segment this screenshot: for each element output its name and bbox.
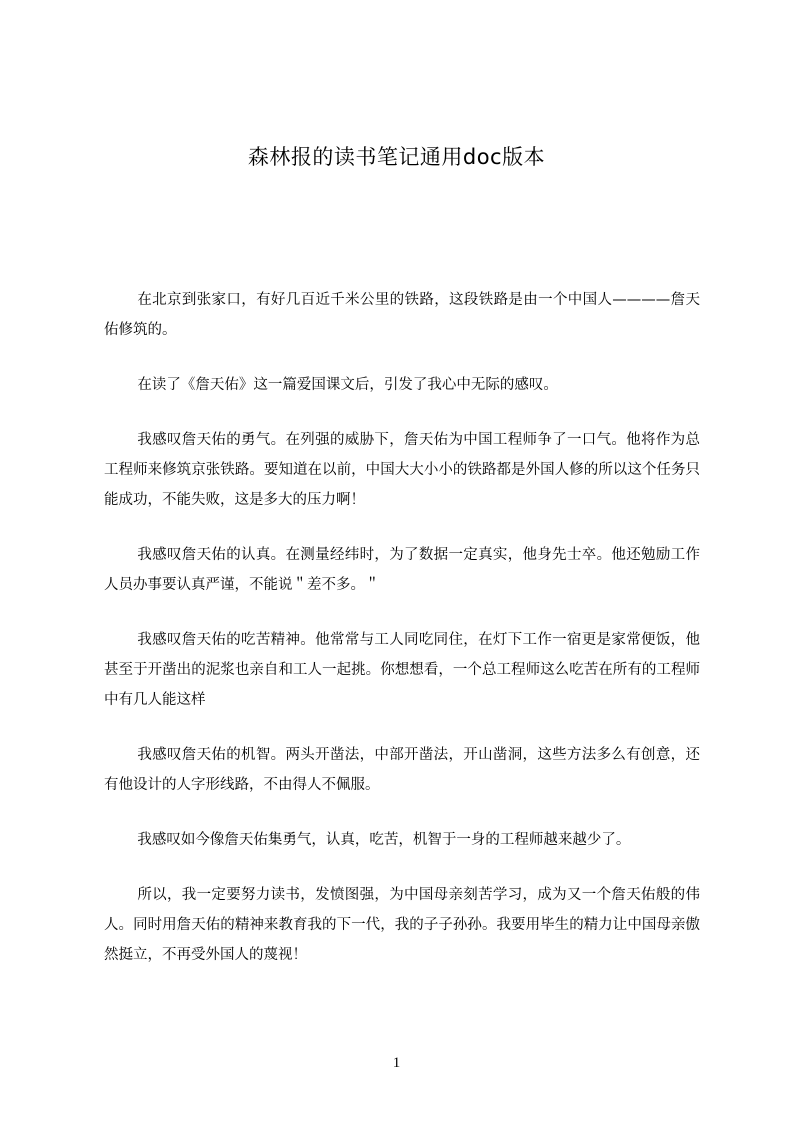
paragraph-2: 在读了《詹天佑》这一篇爱国课文后，引发了我心中无际的感叹。: [137, 377, 558, 393]
paragraph-6: 我感叹詹天佑的机智。两头开凿法，中部开凿法，开山凿洞，这些方法多么有创意，还有他设计的人字形线路，不由得人不佩服。: [104, 747, 700, 793]
document-title: 森林报的读书笔记通用doc版本: [247, 145, 546, 169]
paragraph-8: 所以，我一定要努力读书，发愤图强，为中国母亲刻苦学习，成为又一个詹天佑般的伟人。同时用詹天佑的精神来教育我的下一代，我的子子孙孙。我要用毕生的精力让中国母亲傲然挺立，不再受外国人的蔑视！: [104, 887, 700, 963]
paragraph-3: 我感叹詹天佑的勇气。在列强的威胁下，詹天佑为中国工程师争了一口气。他将作为总工程师来修筑京张铁路。要知道在以前，中国大大小小的铁路都是外国人修的所以这个任务只能成功，不能失败，这是多大的压力啊！: [104, 432, 700, 508]
paragraph-1: 在北京到张家口，有好几百近千米公里的铁路，这段铁路是由一个中国人————詹天佑修筑的。: [104, 292, 700, 338]
page-number: 1: [392, 1055, 401, 1071]
paragraph-5: 我感叹詹天佑的吃苦精神。他常常与工人同吃同住，在灯下工作一宿更是家常便饭，他甚至于开凿出的泥浆也亲自和工人一起挑。你想想看，一个总工程师这么吃苦在所有的工程师中有几人能这样: [104, 632, 700, 708]
paragraph-4: 我感叹詹天佑的认真。在测量经纬时，为了数据一定真实，他身先士卒。他还勉励工作人员办事要认真严谨，不能说＂差不多。＂: [104, 547, 700, 593]
document-body: [104, 285, 700, 995]
paragraph-7: 我感叹如今像詹天佑集勇气，认真，吃苦，机智于一身的工程师越来越少了。: [137, 832, 631, 848]
